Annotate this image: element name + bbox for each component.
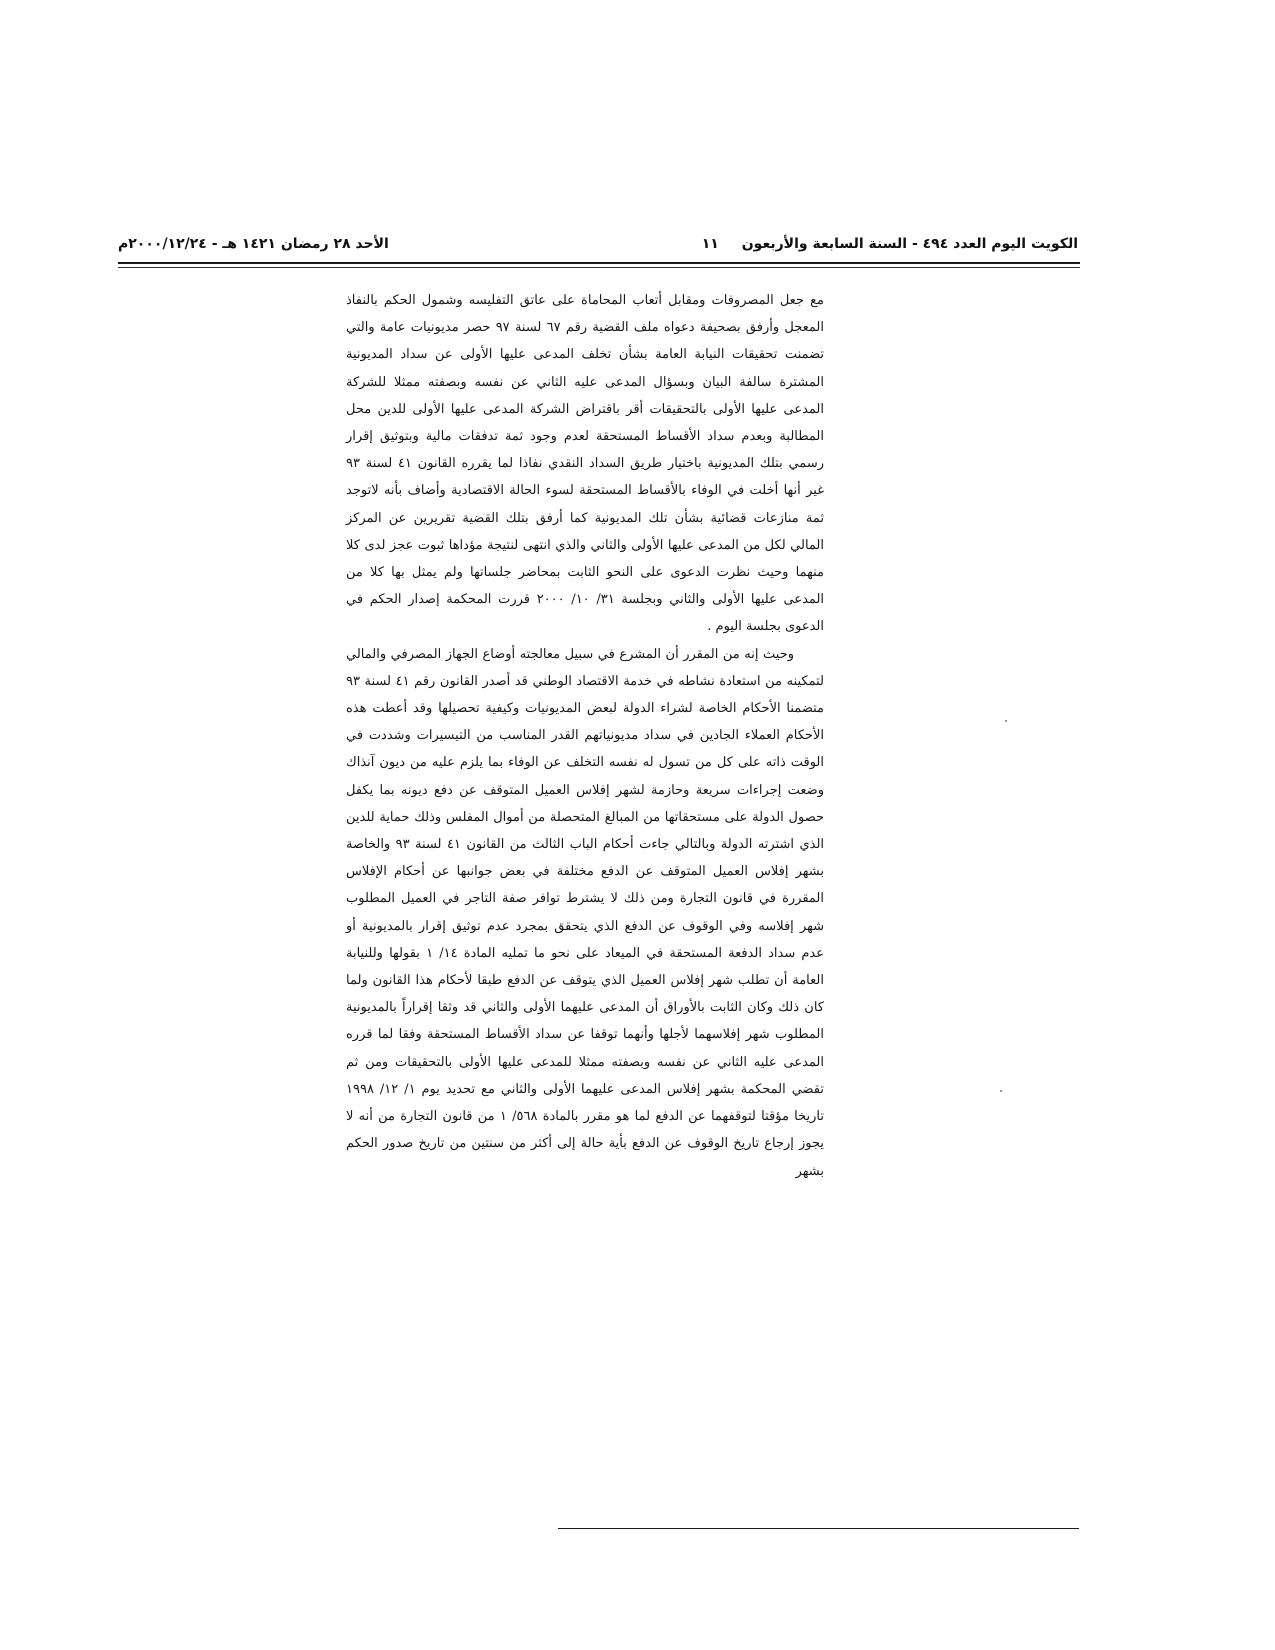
issue-date: الأحد ٢٨ رمضان ١٤٢١ هـ - ٢٠٠٠/١٢/٢٤م: [118, 236, 389, 252]
body-paragraph-1: مع جعل المصروفات ومقابل أتعاب المحاماة على عاتق التفليسه وشمول الحكم بالنفاذ المعجل وأرفق بصحيفة دعواه ملف القضية رقم ٦٧ لسنة ٩٧ حصر مديونيات عامة والتي تضمنت تحقيقات النيابة العامة بشأن تخلف المدعى عليها الأولى عن سداد المديونية المشترة سالفة البيان وبسؤال المدعى عليه الثاني عن نفسه وبصفته ممثلا للشركة المدعى عليها الأولى بالتحقيقات أقر باقتراض الشركة المدعى عليها الأولى للدين محل المطالبة وبعدم سداد الأقساط المستحقة لعدم وجود ثمة تدفقات مالية وبتوثيق إقرار رسمي بتلك المديونية باختيار طريق السداد النقدي نفاذا لما يقرره القانون ٤١ لسنة ٩٣ غير أنها أخلت في الوفاء بالأقساط المستحقة لسوء الحالة الاقتصادية وأضاف بأنه لاتوجد ثمة منازعات قضائية بشأن تلك المديونية كما أرفق بتلك القضية تقريرين عن المركز المالي لكل من المدعى عليها الأولى والثاني والذي انتهى لنتيجة مؤداها ثبوت عجز لدى كلا منهما وحيث نظرت الدعوى على النحو الثابت بمحاضر جلساتها ولم يمثل بها كلا من المدعى عليها الأولى والثاني وبجلسة ٣١/ ١٠/ ٢٠٠٠ قررت المحكمة إصدار الحكم في الدعوى بجلسة اليوم .: [346, 293, 825, 635]
page-header: [118, 236, 1078, 258]
gazette-title: الكويت اليوم العدد ٤٩٤ - السنة السابعة والأربعون: [741, 236, 1078, 252]
header-rule: [118, 262, 1080, 264]
scan-speck: [1000, 1090, 1002, 1092]
page-number: ١١: [701, 236, 719, 252]
header-title-block: [702, 236, 1078, 252]
footer-rule: [558, 1528, 1079, 1529]
scan-speck: [1005, 720, 1007, 722]
body-paragraph-2: وحيث إنه من المقرر أن المشرع في سبيل معالجته أوضاع الجهاز المصرفي والمالي لتمكينه من استعادة نشاطه في خدمة الاقتصاد الوطني قد أصدر القانون رقم ٤١ لسنة ٩٣ متضمنا الأحكام الخاصة لشراء الدولة لبعض المديونيات وكيفية تحصيلها وقد أعطت هذه الأحكام العملاء الجادين في سداد مديونياتهم القدر المناسب من التيسيرات وشددت في الوقت ذاته على كل من تسول له نفسه التخلف عن الوفاء بما يلزم عليه من ديون آنذاك وضعت إجراءات سريعة وحازمة لشهر إفلاس العميل المتوقف عن دفع ديونه بما يكفل حصول الدولة على مستحقاتها من المبالغ المتحصلة من أموال المفلس وذلك حماية للدين الذي اشترته الدولة وبالتالي جاءت أحكام الباب الثالث من القانون ٤١ لسنة ٩٣ والخاصة بشهر إفلاس العميل المتوقف عن الدفع مختلفة في بعض جوانبها عن أحكام الإفلاس المقررة في قانون التجارة ومن ذلك لا يشترط توافر صفة التاجر في العميل المطلوب شهر إفلاسه وفي الوقوف عن الدفع الذي يتحقق بمجرد عدم توثيق إقرار بالمديونية أو عدم سداد الدفعة المستحقة في الميعاد على نحو ما تمليه المادة ١٤/ ١ بقولها وللنيابة العامة أن تطلب شهر إفلاس العميل الذي يتوقف عن الدفع طبقا لأحكام هذا القانون ولما كان ذلك وكان الثابت بالأوراق أن المدعى عليهما الأولى والثاني قد وثقا إقراراً بالمديونية المطلوب شهر إفلاسهما لأجلها وأنهما توقفا عن سداد الأقساط المستحقة وفقا لما قرره المدعى عليه الثاني عن نفسه وبصفته ممثلا للمدعى عليها الأولى بالتحقيقات ومن ثم تقضي المحكمة بشهر إفلاس المدعى عليهما الأولى والثاني مع تحديد يوم ١/ ١٢/ ١٩٩٨ تاريخا مؤقتا لتوقفهما عن الدفع لما هو مقرر بالمادة ٥٦٨/ ١ من قانون التجارة من أنه لا يجوز إرجاع تاريخ الوقوف عن الدفع بأية حالة إلى أكثر من سنتين من تاريخ صدور الحكم بشهر: [346, 646, 825, 1179]
header-rule-thin: [118, 267, 1080, 268]
body-text-column: [346, 287, 824, 1185]
